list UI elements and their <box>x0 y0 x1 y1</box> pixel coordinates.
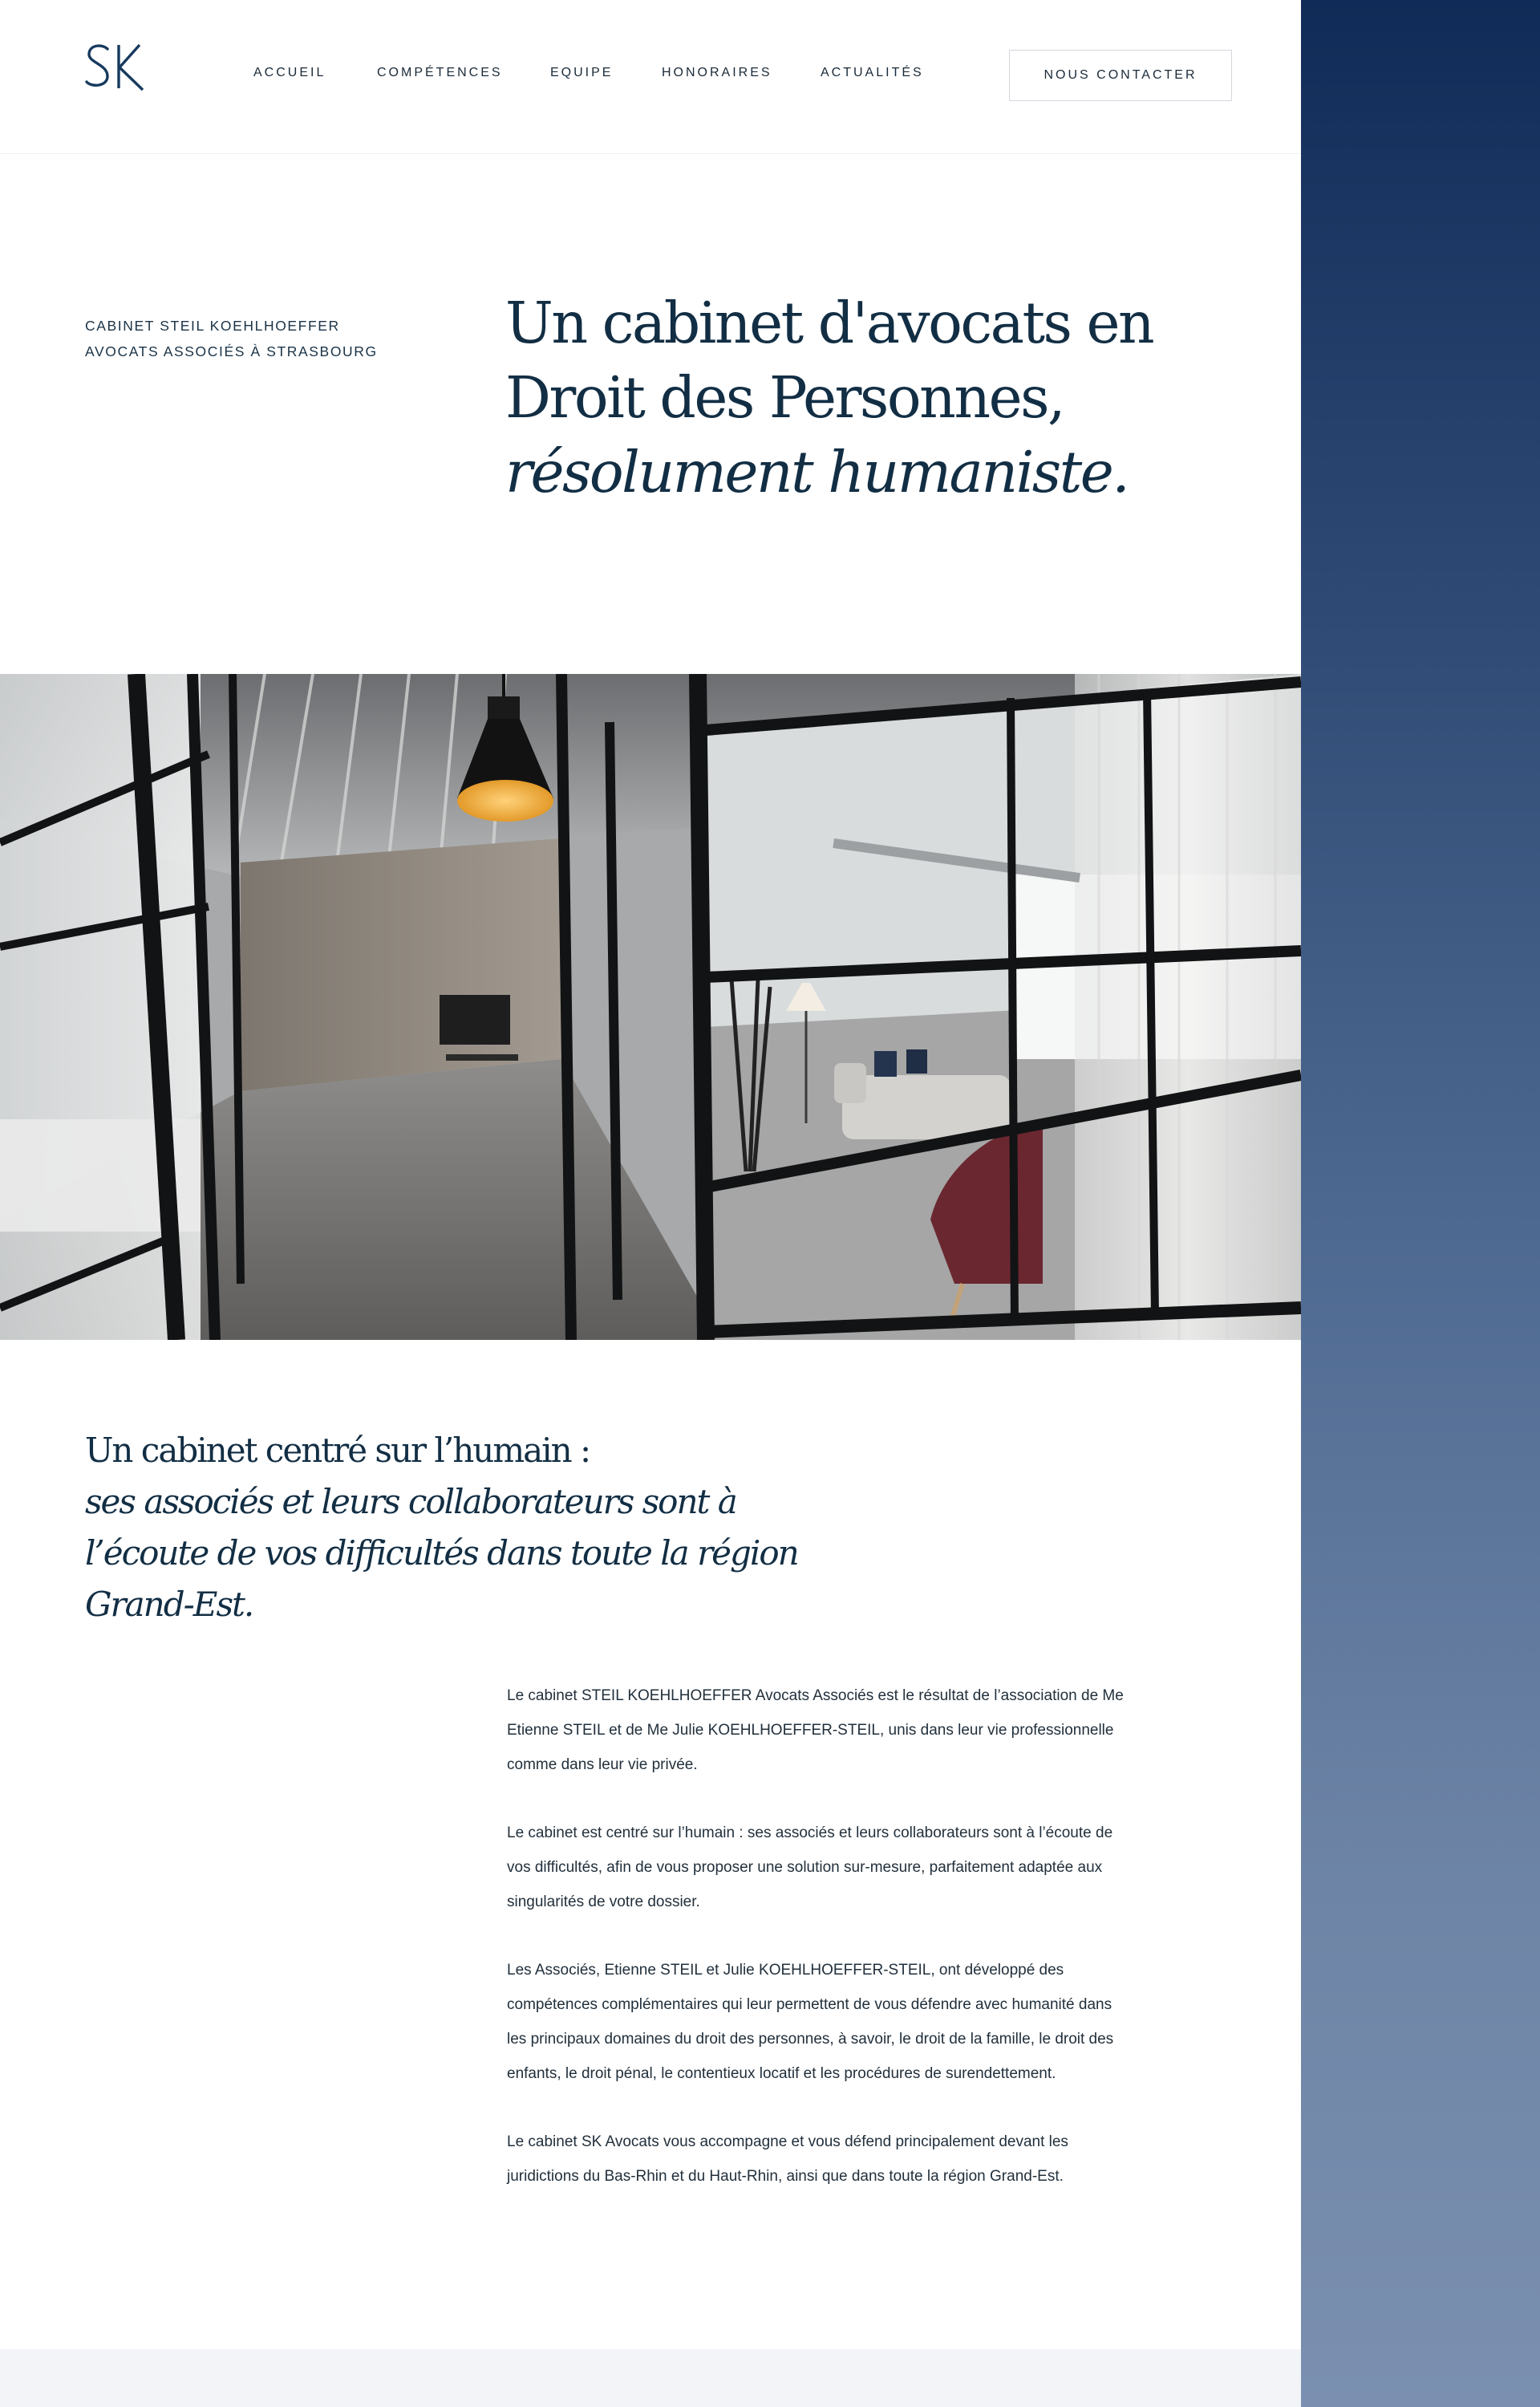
intro-emphasis-line: l’écoute de vos difficultés dans toute la région <box>85 1533 798 1573</box>
paragraph <box>507 2125 1197 2194</box>
logo-link[interactable] <box>83 42 148 93</box>
eyebrow-line: AVOCATS ASSOCIÉS À STRASBOURG <box>85 343 378 359</box>
hero-eyebrow <box>85 313 438 364</box>
nav-item-honoraires[interactable]: HONORAIRES <box>662 66 772 79</box>
text-line: enfants, le droit pénal, le contentieux locatif et les procédures de surendettement. <box>507 2065 1056 2082</box>
paragraph <box>507 1678 1197 1782</box>
contact-button[interactable]: NOUS CONTACTER <box>1009 50 1232 101</box>
body-text <box>507 1678 1197 2227</box>
sk-logo-icon <box>83 42 148 93</box>
hero-title-line: Un cabinet d'avocats en <box>505 290 1153 356</box>
text-line: comme dans leur vie privée. <box>507 1756 698 1773</box>
office-photo <box>0 674 1301 1340</box>
text-line: juridictions du Bas-Rhin et du Haut-Rhin, ainsi que dans toute la région Grand-Est. <box>507 2168 1064 2185</box>
nav-item-actualites[interactable]: ACTUALITÉS <box>821 66 924 79</box>
gradient-side-panel <box>1301 0 1540 2407</box>
text-line: Le cabinet est centré sur l’humain : ses associés et leurs collaborateurs sont à l’écoute de <box>507 1825 1113 1841</box>
eyebrow-line: CABINET STEIL KOEHLHOEFFER <box>85 318 340 334</box>
text-line: Etienne STEIL et de Me Julie KOEHLHOEFFER-STEIL, unis dans leur vie professionnelle <box>507 1722 1114 1739</box>
hero-title-emphasis: résolument humaniste. <box>505 439 1129 505</box>
text-line: les principaux domaines du droit des personnes, à savoir, le droit de la famille, le droit des <box>507 2031 1114 2048</box>
intro-emphasis-line: ses associés et leurs collaborateurs sont à <box>85 1482 736 1521</box>
intro-emphasis-line: Grand-Est. <box>85 1585 253 1624</box>
nav-item-equipe[interactable]: EQUIPE <box>550 66 614 79</box>
intro-heading <box>85 1425 798 1630</box>
nav-item-competences[interactable]: COMPÉTENCES <box>377 66 503 79</box>
footer-band <box>0 2349 1301 2407</box>
text-line: Le cabinet SK Avocats vous accompagne et vous défend principalement devant les <box>507 2133 1068 2150</box>
nav-item-accueil[interactable]: ACCUEIL <box>253 66 326 79</box>
text-line: vos difficultés, afin de vous proposer une solution sur-mesure, parfaitement adaptée aux <box>507 1859 1103 1876</box>
site-header <box>0 0 1301 154</box>
hero-title <box>505 286 1195 509</box>
office-interior-image <box>0 674 1301 1340</box>
intro-lead: Un cabinet centré sur l’humain : <box>85 1431 590 1470</box>
paragraph <box>507 1953 1197 2091</box>
text-line: Les Associés, Etienne STEIL et Julie KOEHLHOEFFER-STEIL, ont développé des <box>507 1962 1064 1979</box>
text-line: Le cabinet STEIL KOEHLHOEFFER Avocats Associés est le résultat de l’association de Me <box>507 1687 1124 1704</box>
text-line: compétences complémentaires qui leur permettent de vous défendre avec humanité dans <box>507 1996 1112 2013</box>
text-line: singularités de votre dossier. <box>507 1894 700 1910</box>
hero-title-line: Droit des Personnes, <box>505 364 1064 431</box>
paragraph <box>507 1816 1197 1919</box>
